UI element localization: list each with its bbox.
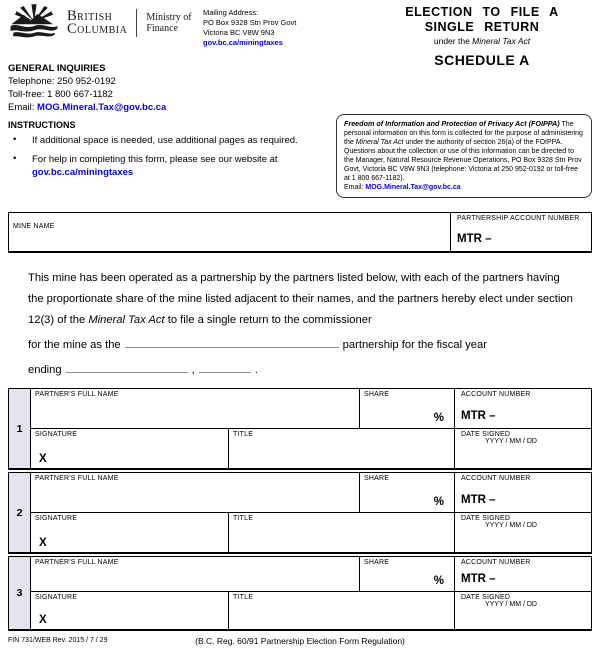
- partner-name-label: PARTNER'S FULL NAME: [35, 475, 119, 482]
- partner-title-field[interactable]: [228, 429, 454, 468]
- partnership-account-field[interactable]: [450, 213, 591, 251]
- percent-sign: %: [433, 412, 444, 424]
- logo-divider: [136, 9, 137, 37]
- date-signed-label: DATE SIGNED: [461, 431, 511, 438]
- province-name-line1: British: [67, 7, 113, 24]
- partner-share-field[interactable]: [359, 557, 454, 591]
- election-paragraph: This mine has been operated as a partnership by the partners listed below, with each of the partners having the proportionate share of the mine listed adjacent to their names, and the partners hereby elect under section 12(3) of the Mineral Tax Act to file a single return to the commissioner: [28, 272, 573, 326]
- partnership-name-line: for the mine as the partnership for the fiscal year: [28, 335, 575, 356]
- partner-signature-field[interactable]: [31, 513, 228, 552]
- partner-account-field[interactable]: [454, 389, 591, 428]
- election-statement: [28, 268, 575, 381]
- partner-signature-field[interactable]: [31, 592, 228, 629]
- instruction-item-2: [8, 153, 323, 179]
- partner-block-1: [8, 388, 592, 470]
- partner-account-field[interactable]: [454, 557, 591, 591]
- account-prefix: MTR –: [461, 410, 496, 422]
- partner-title-field[interactable]: [228, 592, 454, 629]
- date-format-hint: YYYY / MM / DD: [485, 601, 537, 608]
- partner-fields: [31, 389, 591, 468]
- partner-date-field[interactable]: [454, 429, 591, 468]
- partner-share-field[interactable]: [359, 473, 454, 512]
- partner-signature-field[interactable]: [31, 429, 228, 468]
- partner-row-top: [31, 389, 591, 429]
- title-label: TITLE: [233, 515, 254, 522]
- partner-name-field[interactable]: [31, 473, 359, 512]
- partner-name-field[interactable]: [31, 389, 359, 428]
- bc-crest-icon: [8, 4, 60, 41]
- mine-name-field[interactable]: [9, 213, 450, 251]
- share-label: SHARE: [364, 475, 390, 482]
- date-format-hint: YYYY / MM / DD: [485, 438, 537, 445]
- partner-row-bottom: [31, 592, 591, 629]
- inquiries-telephone: Telephone: 250 952-0192: [8, 76, 116, 87]
- foippa-act-italic: Mineral Tax Act: [355, 139, 404, 146]
- instruction-item-1: [8, 134, 323, 147]
- partner-account-field[interactable]: [454, 473, 591, 512]
- instructions-heading: INSTRUCTIONS: [8, 120, 76, 130]
- partner-date-field[interactable]: [454, 592, 591, 629]
- fiscal-year-blank[interactable]: [199, 361, 251, 373]
- foippa-body: The personal information on this form is collected for the purpose of administering the Mineral Tax Act under the authority of section 26(a) of the FOIPPA. Questions about the collection or use of this information can be directed to the Manager, Natural Resource Revenue Operations, PO Box 9328 Stn Prov Govt, Victoria BC V8W 9N3 (telephone: Victoria at 250 952-0192 or toll-free at 1 800 667-1182).: [344, 121, 583, 182]
- mailing-line1: Mailing Address:: [203, 8, 259, 17]
- instructions: [8, 120, 323, 185]
- form-number: FIN 731/WEB Rev. 2015 / 7 / 29: [8, 637, 108, 644]
- province-name: [67, 7, 128, 37]
- percent-sign: %: [433, 496, 444, 508]
- signature-x-mark: X: [39, 614, 47, 626]
- partner-block-2: [8, 472, 592, 554]
- signature-x-mark: X: [39, 453, 47, 465]
- election-act-italic: Mineral Tax Act: [88, 314, 165, 326]
- bullet-icon: •: [13, 153, 17, 164]
- title-line1: ELECTION TO FILE A: [405, 5, 559, 19]
- form-title: [368, 5, 596, 68]
- partner-fields: [31, 557, 591, 629]
- mailing-line3: Victoria BC V8W 9N3: [203, 28, 275, 37]
- partner-name-label: PARTNER'S FULL NAME: [35, 559, 119, 566]
- partner-block-3: [8, 556, 592, 631]
- ministry-name: [146, 12, 191, 34]
- account-label: ACCOUNT NUMBER: [461, 391, 531, 398]
- signature-x-mark: X: [39, 537, 47, 549]
- foippa-email-row: Email: MOG.Mineral.Tax@gov.bc.ca: [344, 184, 461, 191]
- regulation-reference: (B.C. Reg. 60/91 Partnership Election Form Regulation): [195, 636, 405, 646]
- schedule-label: SCHEDULE A: [434, 52, 530, 68]
- instruction-text-2: For help in completing this form, please see our website at gov.bc.ca/miningtaxes: [32, 154, 278, 178]
- title-subtitle: under the Mineral Tax Act: [433, 36, 531, 46]
- partner-row-top: [31, 473, 591, 513]
- percent-sign: %: [433, 575, 444, 587]
- foippa-notice: [336, 114, 592, 198]
- ministry-line2: Finance: [146, 22, 178, 34]
- inquiries-heading: GENERAL INQUIRIES: [8, 63, 106, 74]
- act-name-italic: Mineral Tax Act: [472, 36, 531, 46]
- signature-label: SIGNATURE: [35, 594, 78, 601]
- partner-number: 2: [9, 473, 31, 552]
- title-label: TITLE: [233, 594, 254, 601]
- account-prefix: MTR –: [461, 494, 496, 506]
- share-label: SHARE: [364, 391, 390, 398]
- title-label: TITLE: [233, 431, 254, 438]
- partner-row-top: [31, 557, 591, 592]
- date-signed-label: DATE SIGNED: [461, 515, 511, 522]
- date-signed-label: DATE SIGNED: [461, 594, 511, 601]
- instructions-website-link[interactable]: gov.bc.ca/miningtaxes: [32, 167, 134, 178]
- ministry-line1: Ministry of: [146, 11, 192, 23]
- general-inquiries: [8, 62, 166, 114]
- signature-label: SIGNATURE: [35, 515, 78, 522]
- partner-row-bottom: [31, 429, 591, 468]
- share-label: SHARE: [364, 559, 390, 566]
- inquiries-tollfree: Toll-free: 1 800 667-1182: [8, 89, 113, 100]
- partner-row-bottom: [31, 513, 591, 552]
- miningtaxes-link[interactable]: gov.bc.ca/miningtaxes: [203, 38, 283, 47]
- partner-fields: [31, 473, 591, 552]
- bc-logo: [8, 4, 192, 41]
- account-prefix: MTR –: [461, 573, 496, 585]
- province-name-line2: Columbia: [67, 20, 128, 37]
- partnership-account-prefix: MTR –: [457, 233, 492, 245]
- foippa-title: Freedom of Information and Protection of Privacy Act (FOIPPA): [344, 119, 560, 128]
- title-line2: SINGLE RETURN: [424, 20, 540, 34]
- instruction-text-1: If additional space is needed, use additional pages as required.: [32, 135, 298, 146]
- mailing-line2: PO Box 9328 Stn Prov Govt: [203, 18, 297, 27]
- partner-number: 3: [9, 557, 31, 629]
- mine-name-label: MINE NAME: [13, 223, 55, 230]
- foippa-email-link[interactable]: MOG.Mineral.Tax@gov.bc.ca: [365, 184, 461, 191]
- mailing-address: [203, 8, 296, 48]
- inquiries-email-row: Email: MOG.Mineral.Tax@gov.bc.ca: [8, 102, 167, 113]
- partner-name-label: PARTNER'S FULL NAME: [35, 391, 119, 398]
- date-format-hint: YYYY / MM / DD: [485, 522, 537, 529]
- inquiries-email-link[interactable]: MOG.Mineral.Tax@gov.bc.ca: [37, 102, 167, 113]
- partnership-name-blank[interactable]: [125, 336, 339, 348]
- partner-title-field[interactable]: [228, 513, 454, 552]
- account-label: ACCOUNT NUMBER: [461, 559, 531, 566]
- partnership-account-label: PARTNERSHIP ACCOUNT NUMBER: [457, 215, 580, 222]
- mine-info-box: [8, 212, 592, 253]
- fiscal-month-day-blank[interactable]: [66, 361, 188, 373]
- fiscal-year-line: ending , .: [28, 360, 575, 381]
- partner-date-field[interactable]: [454, 513, 591, 552]
- bullet-icon: •: [13, 134, 17, 145]
- partner-number: 1: [9, 389, 31, 468]
- partner-share-field[interactable]: [359, 389, 454, 428]
- signature-label: SIGNATURE: [35, 431, 78, 438]
- account-label: ACCOUNT NUMBER: [461, 475, 531, 482]
- partner-name-field[interactable]: [31, 557, 359, 591]
